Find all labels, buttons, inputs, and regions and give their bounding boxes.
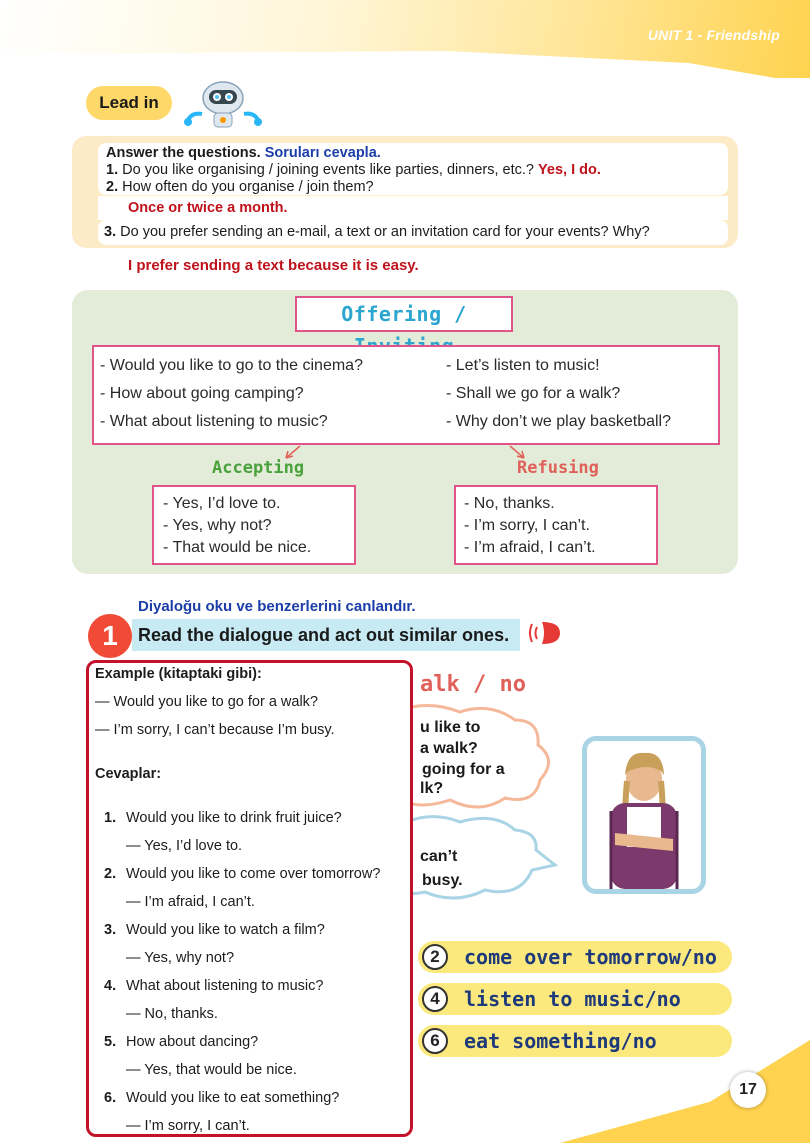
accept-line: - Yes, why not? [163,517,272,534]
offer-line: - How about going camping? [100,385,304,402]
question-2: 2. How often do you organise / join them? [106,179,374,195]
cue-number: 2 [422,944,448,970]
question-3: 3. Do you prefer sending an e-mail, a text or an invitation card for your events? Why? [104,224,650,240]
offer-line: - Shall we go for a walk? [446,385,621,402]
answer-reply: — I’m sorry, I can’t. [126,1118,250,1134]
refusing-title: Refusing [517,458,599,478]
answer-number: 2. [104,866,117,882]
answers-heading: Cevaplar: [95,766,162,782]
lead-in-instruction: Answer the questions. Soruları cevapla. [106,145,381,161]
cue-number: 4 [422,986,448,1012]
cloud-line: busy. [422,872,463,889]
cue-text: eat something/no [464,1029,657,1053]
answer-question: Would you like to watch a film? [126,922,325,938]
cloud-line: going for a [422,761,505,778]
example-heading: Example (kitaptaki gibi): [95,666,262,682]
offer-line: - Why don’t we play basketball? [446,413,671,430]
refuse-line: - No, thanks. [464,495,555,512]
activity-number: 1 [88,614,132,658]
answer-question: Would you like to drink fruit juice? [126,810,342,826]
answer-question: How about dancing? [126,1034,259,1050]
cue-text: listen to music/no [464,987,681,1011]
answer-3: I prefer sending a text because it is easy. [128,257,419,274]
cue-text: come over tomorrow/no [464,945,717,969]
answer-2: Once or twice a month. [128,200,288,216]
refuse-line: - I’m sorry, I can’t. [464,517,590,534]
answer-reply: — Yes, I’d love to. [126,838,243,854]
activity-instruction-en: Read the dialogue and act out similar ones. [132,619,520,651]
answer-number: 5. [104,1034,117,1050]
cloud-line: u like to [420,719,481,736]
robot-mascot-icon [180,78,266,134]
answer-reply: — Yes, that would be nice. [126,1062,297,1078]
lead-in-badge: Lead in [86,86,172,120]
answer-question: What about listening to music? [126,978,324,994]
answer-number: 4. [104,978,117,994]
answer-reply: — No, thanks. [126,1006,218,1022]
unit-title: UNIT 1 - Friendship [647,27,780,43]
prompt-fragment: alk / no [420,672,526,697]
girl-photo [582,736,706,894]
offer-line: - What about listening to music? [100,413,328,430]
refuse-line: - I’m afraid, I can’t. [464,539,596,556]
question-1: 1. Do you like organising / joining events like parties, dinners, etc.? Yes, I do. [106,162,601,178]
answer-number: 3. [104,922,117,938]
answer-question: Would you like to eat something? [126,1090,340,1106]
girl-photo-icon [587,741,701,889]
offer-line: - Would you like to go to the cinema? [100,357,363,374]
answer-number: 6. [104,1090,117,1106]
cloud-line: lk? [420,780,444,797]
cloud-line: a walk? [420,740,478,757]
accepting-title: Accepting [212,458,305,478]
offer-line: - Let’s listen to music! [446,357,600,374]
accept-line: - That would be nice. [163,539,312,556]
offering-title: Offering / [295,296,513,332]
cue-number: 6 [422,1028,448,1054]
answer-reply: — I’m afraid, I can’t. [126,894,255,910]
answer-question: Would you like to come over tomorrow? [126,866,381,882]
example-line: — Would you like to go for a walk? [95,694,318,710]
activity-instruction-tr: Diyaloğu oku ve benzerlerini canlandır. [138,598,416,615]
answer-reply: — Yes, why not? [126,950,235,966]
cloud-line: can’t [420,848,458,865]
page-number: 17 [730,1072,766,1108]
example-line: — I’m sorry, I can’t because I’m busy. [95,722,335,738]
answer-number: 1. [104,810,117,826]
accept-line: - Yes, I’d love to. [163,495,281,512]
speaker-icon [528,618,562,648]
